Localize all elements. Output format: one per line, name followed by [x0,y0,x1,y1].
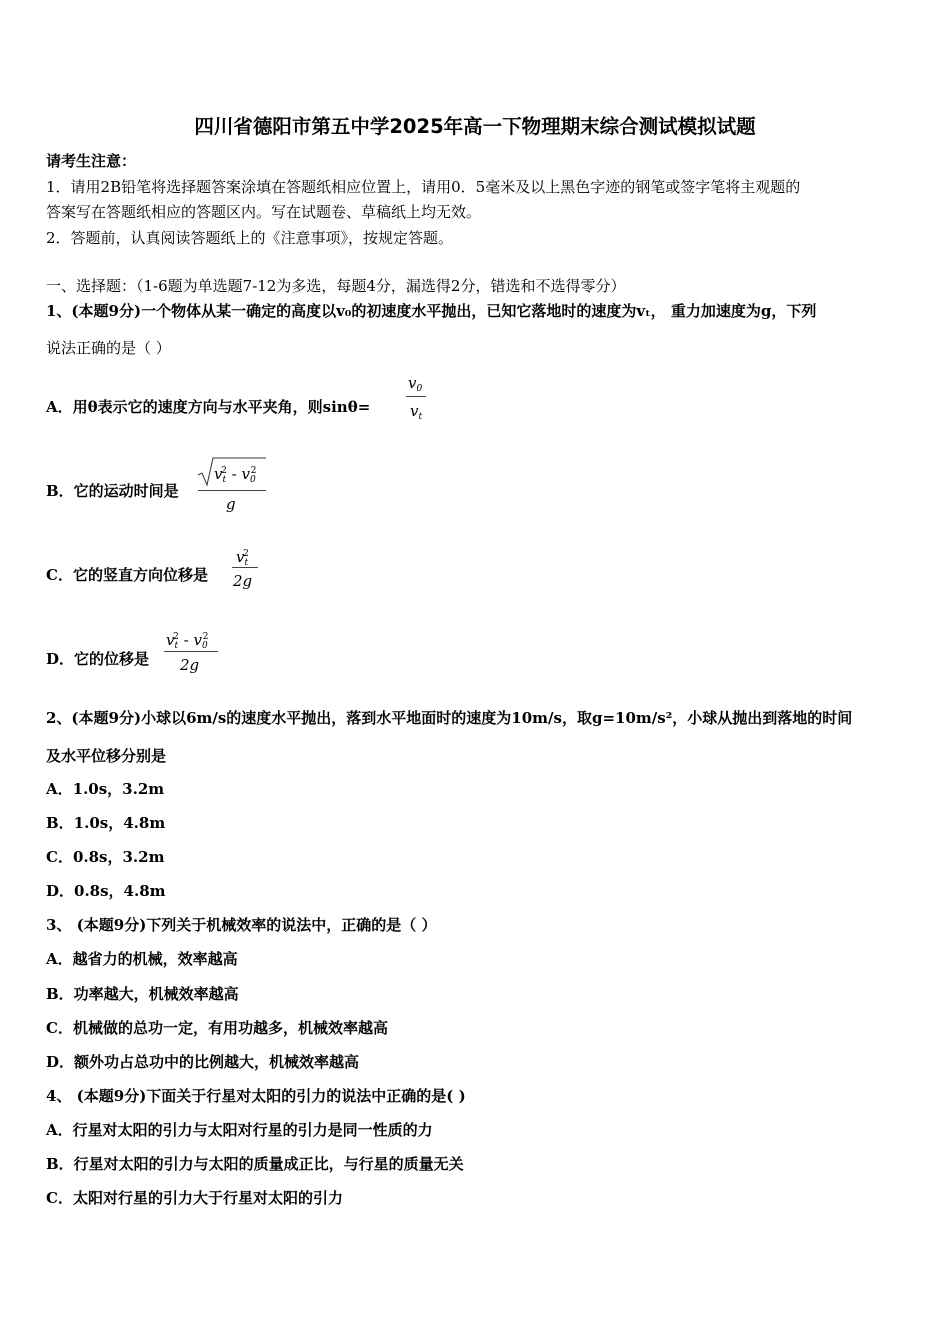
q3-option-d: D．额外功占总功中的比例越大，机械效率越高 [46,1053,360,1071]
q4-option-a: A．行星对太阳的引力与太阳对行星的引力是同一性质的力 [46,1121,433,1139]
math-sub: t [222,475,227,485]
notice-line: 2．答题前，认真阅读答题纸上的《注意事项》，按规定答题。 [46,229,454,247]
math-v: v [241,465,250,483]
math-sup: 2 [202,632,209,642]
math-v: v [166,631,175,649]
math-sup: 2 [173,632,179,642]
math-v: v [236,548,245,566]
q2-option-d: D．0.8s，4.8m [46,882,166,900]
fraction-bar [164,651,218,652]
question-2-stem: 2、(本题9分)小球以6m/s的速度水平抛出，落到水平地面时的速度为10m/s，取g=10m/s²，小球从抛出到落地的时间 [46,709,853,727]
q2-option-a: A．1.0s，3.2m [46,780,165,798]
q1-option-a: A．用θ表示它的速度方向与水平夹角，则sinθ= [46,398,371,416]
math-2g: 2g [233,572,253,590]
math-minus: - [231,465,237,483]
notice-line: 答案写在答题纸相应的答题区内。写在试题卷、草稿纸上均无效。 [46,203,482,221]
question-4-stem: 4、 (本题9分)下面关于行星对太阳的引力的说法中正确的是( ) [46,1087,466,1105]
fraction-bar [406,396,426,397]
math-sub: t [418,412,423,422]
q2-option-c: C．0.8s，3.2m [46,848,165,866]
q3-option-b: B．功率越大，机械效率越高 [46,985,239,1003]
math-sub: t [174,641,179,651]
q4-option-c: C．太阳对行星的引力大于行星对太阳的引力 [46,1189,343,1207]
notice-heading: 请考生注意： [46,152,137,170]
q1-option-b: B．它的运动时间是 [46,482,179,500]
notice-line: 1．请用2B铅笔将选择题答案涂填在答题纸相应位置上，请用0．5毫米及以上黑色字迹的钢笔或签字笔将主观题的 [46,178,801,196]
math-sup: 2 [250,466,257,476]
question-1-stem-cont: 说法正确的是（ ） [46,339,171,357]
fraction-bar [232,567,258,568]
math-sup: 2 [221,466,227,476]
math-minus: - [183,631,189,649]
q4-option-b: B．行星对太阳的引力与太阳的质量成正比，与行星的质量无关 [46,1155,464,1173]
math-sub: 0 [249,475,256,485]
question-2-stem-cont: 及水平位移分别是 [46,747,167,765]
q1-option-d: D．它的位移是 [46,650,150,668]
math-sub: 0 [201,641,208,651]
math-v: v [214,465,223,483]
q3-option-a: A．越省力的机械，效率越高 [46,950,238,968]
question-3-stem: 3、 (本题9分)下列关于机械效率的说法中，正确的是（ ） [46,916,437,934]
fraction-bar [198,490,266,491]
q2-option-b: B．1.0s，4.8m [46,814,166,832]
section-heading: 一、选择题：（1-6题为单选题7-12为多选，每题4分，漏选得2分，错选和不选得零分） [46,277,626,295]
math-sub: 0 [416,384,423,394]
page-title: 四川省德阳市第五中学2025年高一下物理期末综合测试模拟试题 [194,115,756,138]
math-v: v [410,402,419,420]
math-v: v [408,374,417,392]
math-2g: 2g [180,656,200,674]
math-sub: t [244,558,249,568]
math-sup: 2 [243,549,249,559]
math-g: g [226,495,236,513]
math-v: v [193,631,202,649]
question-1-stem: 1、(本题9分)一个物体从某一确定的高度以v₀的初速度水平抛出，已知它落地时的速度为vₜ， 重力加速度为g，下列 [46,302,817,320]
q1-option-c: C．它的竖直方向位移是 [46,566,208,584]
q3-option-c: C．机械做的总功一定，有用功越多，机械效率越高 [46,1019,388,1037]
